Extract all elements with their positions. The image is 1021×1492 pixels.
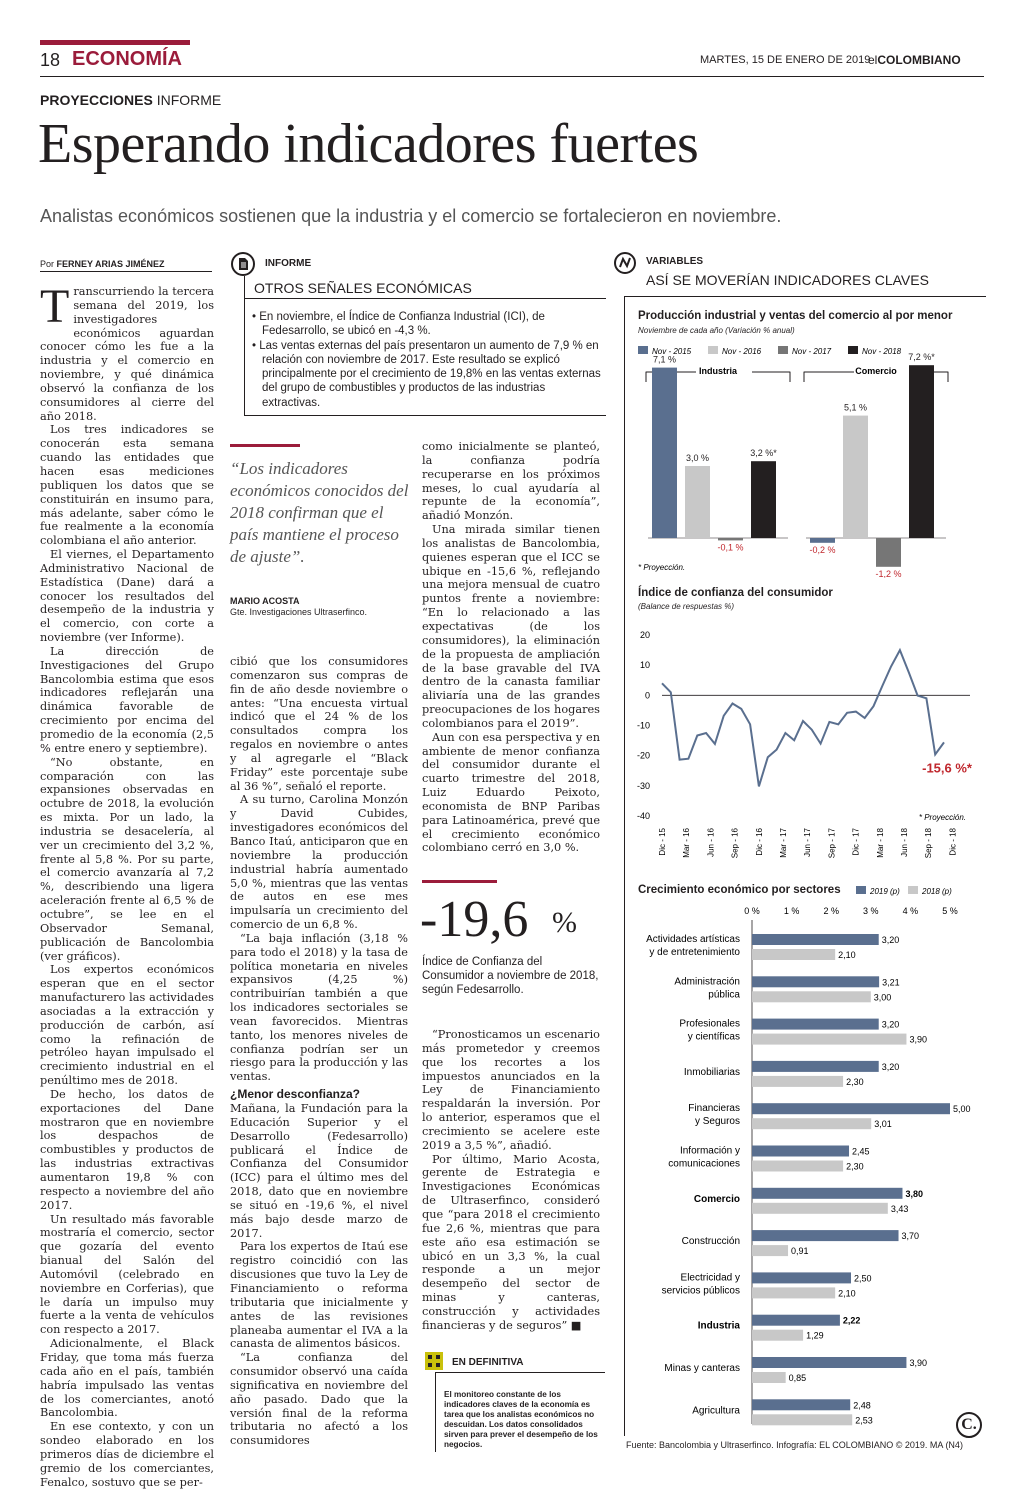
x-tick-label: Jun - 17: [803, 828, 813, 857]
category-label: Industria: [697, 1320, 740, 1332]
paragraph: “Pronosticamos un escenario más prometedor y creemos que los recortes a los impuestos anunciados en la Ley de Financiamiento respaldarán la inversión. Por lo anterior, esperamos que el crecimiento se acelere este 2019 a 3,5 %”, añadió.: [422, 1028, 600, 1152]
informe-title: OTROS SEÑALES ECONÓMICAS: [254, 280, 472, 296]
x-tick-label: Sep - 17: [827, 828, 837, 859]
category-label: Actividades artísticas: [646, 934, 740, 945]
big-number-description: Índice de Confianza del Consumidor a noviembre de 2018, según Fedesarrollo.: [422, 956, 599, 996]
source-credit: Fuente: Bancolombia y Ultraserfinco. Infografía: EL COLOMBIANO © 2019. MA (N4): [626, 1440, 963, 1450]
quote-accent-bar: [230, 444, 300, 447]
x-tick-label: Dic - 18: [948, 828, 958, 856]
infographic-label: VARIABLES: [646, 256, 704, 267]
category-label: Financieras: [688, 1103, 740, 1115]
bar: [752, 1230, 899, 1241]
data-label: 3,2 %*: [750, 448, 777, 459]
kicker-type: INFORME: [156, 92, 222, 108]
bar: [876, 538, 901, 567]
y-tick-label: 10: [639, 660, 650, 671]
bar: [752, 1372, 786, 1383]
data-label: 3,43: [890, 1203, 909, 1214]
bar: [752, 1414, 852, 1425]
x-tick-label: 4 %: [902, 906, 919, 916]
y-tick-label: -40: [636, 811, 650, 821]
group-label: Comercio: [855, 366, 897, 376]
data-label: -0,1 %: [717, 542, 744, 553]
data-label: 3,20: [881, 1061, 900, 1072]
data-label: 2,30: [846, 1161, 864, 1172]
x-tick-label: 5 %: [942, 906, 958, 916]
data-label: 2,50: [854, 1273, 872, 1284]
paragraph: como inicialmente se planteó, la confianza podría recuperarse en los próximos meses, lo cual ayudaría al repunte de la economía”, añadió Monzón.: [422, 440, 600, 523]
document-icon: [231, 252, 255, 276]
list-item: • En noviembre, el Índice de Confianza Industrial (ICI), de Fedesarrollo, se ubicó en -4,3 %.: [252, 311, 545, 338]
paragraph: Los expertos económicos esperan que en el sector manufacturero las actividades asociadas a la extracción y producción de carbón, así como la refinación de petróleo hayan impulsado el crecimiento industrial en el penúltimo mes de 2018.: [40, 963, 214, 1088]
group-label: Industria: [698, 366, 738, 376]
legend-label: 2018 (p): [922, 887, 952, 896]
issue-date: MARTES, 15 DE ENERO DE 2019: [700, 54, 871, 66]
data-label: 2,22: [842, 1315, 861, 1326]
data-label: 2,10: [838, 1288, 856, 1299]
paragraph: La dirección de Investigaciones del Grupo Bancolombia estima que esos indicadores reflejarán una dinámica favorable de crecimiento por encima del promedio de la economía (2,5 % entre enero y septiembre).: [40, 644, 214, 755]
paragraph: cibió que los consumidores comenzaron sus compras de fin de año desde noviembre o antes: “Una encuesta virtual indicó que el 24 % de los consultados compra los regalos en noviembre o antes y al agregarle el “Black Friday” este porcentaje sube al 36 %”, señaló el reporte.: [230, 655, 408, 793]
informe-list: [252, 310, 602, 410]
x-tick-label: Jun - 18: [900, 828, 909, 857]
data-label: 3,90: [909, 1034, 927, 1045]
article-column-1: [40, 280, 214, 1489]
bar: [752, 1315, 840, 1326]
byline: [40, 259, 165, 269]
informe-rule: [244, 298, 606, 299]
legend-label: 2019 (p): [870, 887, 900, 896]
data-label: 3,80: [905, 1188, 924, 1199]
production-bar-chart: [630, 338, 980, 578]
chart-note: * Proyección.: [638, 563, 686, 572]
x-tick-label: 1 %: [783, 906, 800, 916]
data-label: 2,30: [846, 1076, 864, 1087]
x-tick-label: Mar - 16: [682, 828, 692, 858]
data-label: 3,20: [881, 935, 900, 945]
legend-swatch: [778, 346, 788, 354]
checklist-icon: [425, 1352, 443, 1370]
paragraph: Aun con esa perspectiva y en ambiente de menor confianza del consumidor durante el cuarto trimestre del 2018, Luiz Eduardo Peixoto, economista de BNP Paribas para Latinoamérica, prevé que el crecimiento económico colombiano cerró en 3,0 %.: [422, 730, 600, 855]
bar: [752, 949, 835, 960]
bar: [752, 1118, 871, 1129]
paragraph: Adicionalmente, el Black Friday, que toma más fuerza cada año en el país, también habría impulsado las ventas de los comerciantes, anotó Bancolombia.: [40, 1337, 214, 1420]
category-label: Inmobiliarias: [683, 1066, 740, 1078]
chart-2-subtitle: (Balance de respuestas %): [638, 602, 735, 611]
category-label: Comercio: [693, 1193, 740, 1205]
article-column-3: [422, 440, 600, 855]
category-label: y de entretenimiento: [649, 947, 740, 958]
paragraph: De hecho, los datos de exportaciones del Dane mostraron que en noviembre los despachos de combustibles y productos de las industrias extractivas aumentaron 19,8 % con respecto a noviembre del año 2017.: [40, 1087, 214, 1212]
data-label: 3,21: [882, 977, 900, 988]
bar: [751, 461, 776, 538]
category-label: Información y: [679, 1145, 740, 1157]
bar: [752, 1161, 843, 1172]
data-label: 3,00: [873, 992, 892, 1003]
bar: [752, 1034, 906, 1045]
bar: [752, 1287, 835, 1298]
byline-prefix: Por: [40, 259, 55, 269]
paragraph: Un resultado más favorable mostraría el comercio, sector que gozaría del evento bianual del Salón del Automóvil (celebrado en noviembre en Corferias), que le daría un impulso muy fuerte a la venta de vehículos con respecto a 2017.: [40, 1212, 214, 1337]
subhead: Analistas económicos sostienen que la industria y el comercio se fortalecieron en noviembre.: [40, 206, 782, 226]
paragraph: Para los expertos de Itaú ese registro coincidió con las discusiones que tuvo la Ley de Financiamiento o reforma tributaria que inicialmente y antes de las revisiones planeaba aumentar el IVA a la canasta de alimentos básicos.: [230, 1240, 408, 1351]
en-definitiva-text: El monitoreo constante de los indicadores claves de la economía es tarea que los analistas económicos no descuidan. Los datos consolidados sirven para prever el desempeño de los negocios.: [444, 1390, 598, 1449]
paragraph: Una mirada similar tienen los analistas de Bancolombia, quienes esperan que el ICC se ubique en -15,6 %, reflejando una mejora mensual de cuatro puntos frente a noviembre: “En lo relacionado a las expectativas (de los consumidores), la eliminación de la propuesta de ampliación de la base gravable del IVA dentro de la canasta familiar aliviaría una de las grandes preocupaciones de los hogares colombianos para el 2019”.: [422, 523, 600, 730]
bar: [752, 1272, 851, 1283]
category-label: Electricidad y: [680, 1272, 740, 1284]
newspaper-brand: [868, 53, 961, 67]
data-label: 3,20: [881, 1019, 900, 1030]
bar: [718, 538, 743, 540]
category-label: Agricultura: [692, 1405, 740, 1417]
bar: [752, 976, 879, 987]
consumer-confidence-line-chart: [630, 620, 980, 875]
section-name: ECONOMÍA: [72, 48, 182, 70]
legend-swatch: [856, 886, 866, 894]
x-tick-label: 0 %: [744, 906, 760, 916]
data-label: 3,70: [901, 1231, 920, 1242]
category-label: Administración: [674, 976, 740, 988]
sector-growth-bar-chart: [630, 880, 980, 1430]
bar: [752, 1399, 850, 1410]
big-number-accent-bar: [422, 880, 497, 883]
category-label: servicios públicos: [661, 1285, 740, 1297]
headline: Esperando indicadores fuertes: [38, 113, 699, 175]
data-label: -1,2 %: [875, 568, 902, 578]
en-definitiva-label: EN DEFINITIVA: [452, 1357, 524, 1368]
data-label: 5,1 %: [843, 402, 868, 413]
data-label: 3,90: [909, 1358, 927, 1368]
category-label: Profesionales: [679, 1018, 740, 1030]
category-label: pública: [708, 989, 740, 1001]
data-label: 5,00: [953, 1104, 971, 1115]
data-label: -0,2 %: [809, 544, 836, 555]
x-tick-label: Sep - 16: [730, 828, 740, 859]
bar: [752, 1357, 906, 1368]
quote-author: MARIO ACOSTA: [230, 596, 300, 606]
paragraph: Los tres indicadores se conocerán esta semana cuando las entidades que hacen esas mediciones publiquen los datos que se constituirán en insumo para, más adelante, saber cómo le fue realmente a la economía colombiana el año anterior.: [40, 423, 214, 548]
x-tick-label: 3 %: [863, 906, 879, 916]
bar: [752, 1188, 902, 1199]
paragraph: “No obstante, en comparación con las expansiones observadas en octubre de 2018, la evolución es mixta. Por un lado, la industria se desacelería, al ver un crecimiento del 3,2 %, frente al 5,8 %. Por su parte, el comercio avanzaría al 7,2 %, describiendo una ligera aceleración frente al 6,5 % de octubre”, se lee en el Observador Semanal, publicación de Bancolombia (ver gráficos).: [40, 755, 214, 963]
y-tick-label: -10: [636, 720, 650, 731]
data-label: 2,53: [855, 1415, 873, 1426]
data-label: 2,10: [838, 950, 856, 960]
legend-label: Nov - 2017: [792, 347, 832, 356]
category-label: Construcción: [681, 1236, 740, 1248]
chart-3-title: Crecimiento económico por sectores: [638, 884, 841, 896]
chart-2-title: Índice de confianza del consumidor: [638, 587, 833, 599]
bar: [752, 991, 871, 1002]
page-number: 18: [40, 50, 61, 70]
paragraph: “La confianza del consumidor observó una caída significativa en noviembre del año pasado. Dado que la versión final de la reforma tributaria no afectó a los consumidores: [230, 1351, 408, 1448]
y-tick-label: -20: [636, 750, 650, 761]
article-column-2: [230, 655, 408, 1448]
subheading: ¿Menor desconfianza?: [230, 1087, 361, 1102]
section-color-bar: [40, 40, 190, 45]
legend-swatch: [638, 346, 648, 354]
chart-note: * Proyección.: [918, 813, 966, 822]
byline-author: FERNEY ARIAS JIMÉNEZ: [56, 259, 165, 269]
data-label: 7,2 %*: [908, 352, 935, 363]
dropcap: T: [40, 280, 70, 333]
paragraph: Mañana, la Fundación para la Educación Superior y el Desarrollo (Fedesarrollo) publicará el Índice de Confianza del Consumidor (ICC) para el último mes del 2018, dato que en noviembre se situó en -19,6 %, el nivel más bajo desde marzo de 2017.: [230, 1102, 408, 1240]
bar: [843, 416, 868, 538]
data-label: 2,48: [853, 1400, 871, 1411]
brand-prefix: el: [868, 53, 878, 67]
x-tick-label: Mar - 18: [875, 828, 885, 858]
x-tick-label: 2 %: [823, 906, 839, 916]
series-line: [662, 650, 944, 786]
big-number-value: -19,6: [420, 891, 529, 948]
x-tick-label: Dic - 16: [754, 828, 764, 856]
y-tick-label: -30: [636, 780, 650, 791]
x-tick-label: Dic - 17: [851, 828, 861, 856]
data-label: 3,01: [874, 1119, 892, 1130]
bar: [752, 934, 879, 945]
legend-swatch: [708, 346, 718, 354]
y-tick-label: 0: [644, 690, 650, 701]
bar: [652, 368, 677, 538]
paragraph: A su turno, Carolina Monzón y David Cubides, investigadores económicos del Banco Itaú, anticiparon que en noviembre la producción industrial habría aumentado 5,0 %, mientras que las ventas de autos en ese mes impulsaría un crecimiento del comercio de un 6,8 %.: [230, 793, 408, 932]
category-label: y Seguros: [694, 1116, 740, 1128]
legend-label: Nov - 2015: [652, 347, 692, 356]
data-label: 0,91: [791, 1246, 809, 1257]
x-tick-label: Sep - 18: [924, 828, 934, 859]
pull-quote: “Los indicadores económicos conocidos del 2018 confirman que el país mantiene el proceso de ajuste”.: [230, 459, 409, 566]
data-label: 0,85: [788, 1373, 807, 1383]
legend-label: Nov - 2016: [722, 347, 762, 356]
category-label: y científicas: [687, 1031, 740, 1043]
category-label: Minas y canteras: [664, 1363, 740, 1374]
legend-swatch: [848, 346, 858, 354]
paragraph: Transcurriendo la tercera semana del 2019, los investigadores económicos aguardan conocer cómo les fue a la industria y el comercio en noviembre, y qué dinámica observó la confianza de los consumidores al cierre del año 2018.: [40, 280, 214, 423]
y-tick-label: 20: [639, 630, 650, 640]
kicker: [40, 92, 221, 108]
data-label: 2,45: [852, 1146, 870, 1157]
bar: [752, 1330, 803, 1341]
bar: [810, 538, 835, 543]
quote-author-role: Gte. Investigaciones Ultraserfinco.: [230, 607, 368, 617]
article-column-3-continued: [422, 1028, 600, 1333]
infographic-title: ASÍ SE MOVERÍAN INDICADORES CLAVES: [646, 272, 929, 288]
trend-icon: [614, 252, 636, 274]
bar: [685, 466, 710, 538]
brand-name: COLOMBIANO: [877, 53, 961, 67]
data-label: 7,1 %: [652, 354, 677, 365]
legend-swatch: [908, 886, 918, 894]
x-tick-label: Jun - 16: [706, 828, 716, 857]
chart-1-title: Producción industrial y ventas del comercio al por menor: [638, 310, 953, 322]
byline-rule: [40, 271, 212, 272]
x-tick-label: Mar - 17: [779, 828, 788, 858]
category-label: comunicaciones: [668, 1158, 740, 1170]
bar: [752, 1103, 950, 1114]
bar: [752, 1203, 888, 1214]
bar: [752, 1061, 879, 1072]
chart-1-subtitle: Noviembre de cada año (Variación % anual): [638, 326, 795, 335]
paragraph: El viernes, el Departamento Administrativo Nacional de Estadística (Dane) dará a conocer los resultados del desempeño de la industria y el comercio, con corte a noviembre (ver Informe).: [40, 548, 214, 645]
informe-label: INFORME: [265, 258, 312, 269]
bar: [752, 1146, 849, 1157]
data-label: 1,29: [806, 1330, 824, 1341]
header-rule: [40, 76, 984, 77]
kicker-topic: PROYECCIONES: [40, 92, 153, 108]
paragraph: “La baja inflación (3,18 % para todo el 2018) y la tasa de política monetaria en niveles expansivos (4,25 %) contribuirían también a que los indicadores sectoriales se vean favorecidos. Mientras tanto, los menores niveles de confianza podrían ser un riesgo para la producción y las ventas.: [230, 931, 408, 1084]
paragraph: Por último, Mario Acosta, gerente de Estrategia e Investigaciones Económicas de Ultraserfinco, consideró que “para 2018 el crecimiento fue 2,6 %, mientras que para este año esa estimación se ubicó en un 3,3 %, la cual responde a un mejor desempeño del sector de minas y canteras, construcción y actividades financieras y de seguros” ■: [422, 1152, 600, 1332]
x-tick-label: Dic - 15: [658, 828, 667, 856]
bar: [752, 1019, 879, 1030]
bar: [752, 1245, 788, 1256]
big-number-unit: %: [552, 906, 577, 939]
paragraph: En ese contexto, y con un sondeo elaborado en los primeros días de diciembre el gremio de los comerciantes, Fenalco, sostuvo que se per-: [40, 1420, 214, 1489]
highlight-label: -15,6 %*: [922, 760, 972, 776]
list-item: • Las ventas externas del país presentaron un aumento de 7,9 % en relación con noviembre de 2017. Este resultado se explicó principalmente por el crecimiento de 19,8% en las ventas externas del grupo de combustibles y productos de las industrias extractivas.: [252, 339, 601, 409]
bar: [909, 365, 934, 538]
data-label: 3,0 %: [685, 453, 710, 463]
brand-logo: C.: [956, 1412, 982, 1438]
legend-label: Nov - 2018: [862, 347, 902, 356]
bar: [752, 1076, 843, 1087]
